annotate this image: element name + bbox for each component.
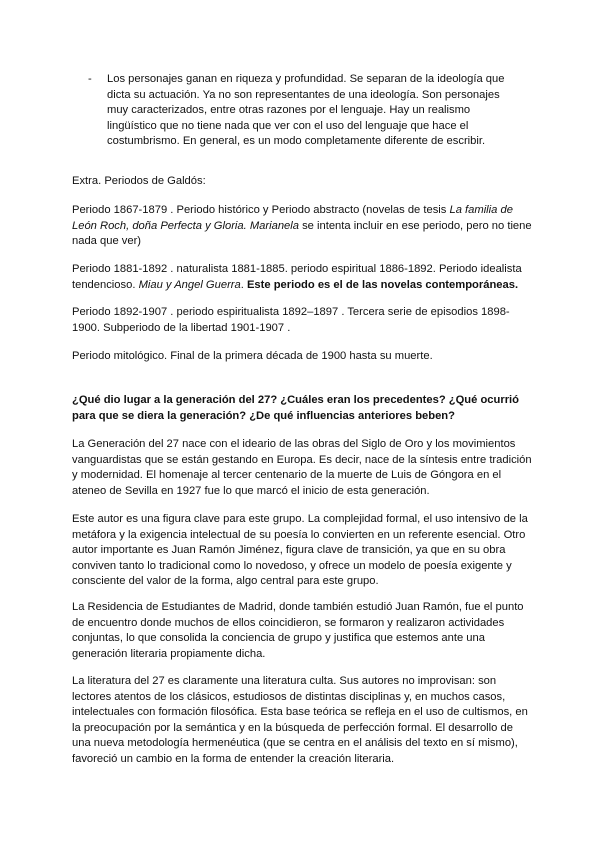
paragraph-generation-origin: La Generación del 27 nace con el ideario de las obras del Siglo de Oro y los movimientos vanguardistas que se están gestando en Europa. Es decir, nace de la síntesis entre tradición y modernidad. El homenaje al tercer centenario de la muerte de Luis de Góngora en el ateneo de Sevilla en 1927 fue lo que marcó el inicio de esta generación.: [72, 438, 532, 497]
paragraph-residencia: La Residencia de Estudiantes de Madrid, donde también estudió Juan Ramón, fue el punto de encuentro donde muchos de ellos coincidieron, se formaron y realizaron actividades conjuntas, lo que consolida la conciencia de grupo y justifica que estemos ante una generación literaria propiamente dicha.: [72, 601, 524, 660]
period-1-works: La familia de León Roch, doña Perfecta y Gloria. Marianela: [72, 204, 513, 232]
period-2-works: Miau y Angel Guerra: [138, 278, 241, 291]
extra-heading: Extra. Periodos de Galdós:: [72, 175, 206, 187]
period-1-tail: se intenta incluir en ese periodo, pero no tiene nada que ver): [72, 219, 532, 248]
paragraph-key-figures: Este autor es una figura clave para este grupo. La complejidad formal, el uso intensivo de la metáfora y la exigencia intelectual de su poesía lo convierten en un referente esencial. Otro autor importante es Juan Ramón Jiménez, figura clave de transición, ya que en su obra conviven tanto lo tradicional como lo novedoso, y ofrece un modelo de poesía exigente y consciente del valor de la forma, algo central para este grupo.: [72, 513, 528, 588]
period-paragraph-1: [72, 203, 532, 250]
period-paragraph-3: Periodo 1892-1907 . periodo espiritualista 1892–1897 . Tercera serie de episodios 1898-1900. Subperiodo de la libertad 1901-1907 .: [72, 306, 510, 334]
question-heading: ¿Qué dio lugar a la generación del 27? ¿Cuáles eran los precedentes? ¿Qué ocurrió para que se diera la generación? ¿De qué influencias anteriores beben?: [72, 394, 519, 422]
period-2-separator: .: [240, 278, 247, 291]
paragraph-cultured-literature: La literatura del 27 es claramente una literatura culta. Sus autores no improvisan: son lectores atentos de los clásicos, estudiosos de distintas disciplinas y, en muchos casos, intelectuales con formación filosófica. Esta base teórica se refleja en el uso de cultismos, en la preocupación por la semántica y en la búsqueda de perfección formal. El desarrollo de una nueva metodología hermenéutica (que se centra en el análisis del texto en sí mismo), favoreció un cambio en la forma de entender la creación literaria.: [72, 675, 528, 765]
bullet-marker: -: [88, 73, 92, 85]
bullet-text: Los personajes ganan en riqueza y profundidad. Se separan de la ideología que dicta su actuación. Ya no son representantes de una ideología. Son personajes muy caracterizados, entre otras razones por el lenguaje. Hay un realismo lingüístico que no tiene nada que ver con el uso del lenguaje que hace el costumbrismo. En general, es un modo completamente diferente de escribir.: [107, 73, 505, 148]
period-1-lead: Periodo 1867-1879 . Periodo histórico y Periodo abstracto (novelas de tesis: [72, 204, 450, 216]
period-paragraph-4: Periodo mitológico. Final de la primera década de 1900 hasta su muerte.: [72, 350, 433, 362]
period-2-emphasis: Este periodo es el de las novelas contemporáneas.: [246, 278, 519, 291]
period-2-lead: Periodo 1881-1892 . naturalista 1881-1885. periodo espiritual 1886-1892. Periodo idealista tendencioso.: [72, 263, 522, 291]
period-paragraph-2: [72, 262, 532, 293]
